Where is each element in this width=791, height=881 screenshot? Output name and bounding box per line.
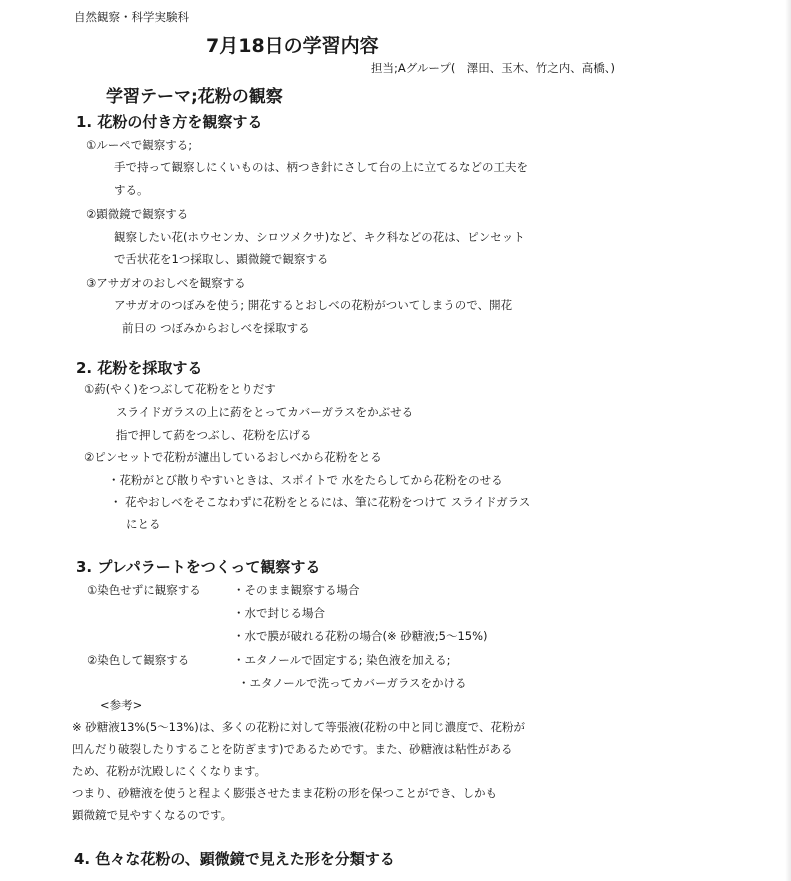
section-2-item-1-text-cont: 指で押して葯をつぶし、花粉を広げる: [116, 428, 312, 442]
theme-heading: 学習テーマ;花粉の観察: [106, 87, 283, 107]
note-line-5: 顕微鏡で見やすくなるのです。: [72, 808, 233, 822]
section-2-item-2-bullet-1: ・花粉がとび散りやすいときは、スポイトで 水をたらしてから花粉をのせる: [108, 473, 503, 487]
section-4-heading: 4. 色々な花粉の、顕微鏡で見えた形を分類する: [74, 850, 395, 868]
page-title: 7月18日の学習内容: [206, 35, 379, 57]
section-2-heading: 2. 花粉を採取する: [76, 359, 203, 377]
section-1-item-1-label: ①ルーペで観察する;: [86, 138, 193, 152]
section-2-item-2-label: ②ピンセットで花粉が濾出しているおしべから花粉をとる: [84, 450, 382, 464]
note-line-2: 凹んだり破裂したりすることを防ぎます)であるためです。また、砂糖液は粘性がある: [72, 742, 513, 756]
section-1-item-2-text: 観察したい花(ホウセンカ、シロツメクサ)など、キク科などの花は、ピンセット: [114, 230, 525, 244]
scan-edge-shadow: [785, 0, 791, 881]
section-3-heading: 3. プレパラートをつくって観察する: [76, 558, 321, 576]
subject-label: 自然観察・科学実験科: [74, 10, 189, 24]
note-line-3: ため、花粉が沈殿しにくくなります。: [72, 764, 267, 778]
section-2-item-2-bullet-2: ・ 花やおしべをそこなわずに花粉をとるには、筆に花粉をつけて スライドガラス: [110, 495, 531, 509]
section-3-item-1-bullet-3: ・水で膜が破れる花粉の場合(※ 砂糖液;5～15%): [233, 629, 488, 643]
section-1-item-3-text-cont: 前日の つぼみからおしべを採取する: [122, 321, 310, 335]
section-1-item-3-text: アサガオのつぼみを使う; 開花するとおしべの花粉がついてしまうので、開花: [114, 298, 513, 312]
reference-label: <参考>: [100, 698, 143, 712]
section-1-item-1-text-cont: する。: [114, 183, 149, 197]
section-3-item-1-bullet-1: ・そのまま観察する場合: [233, 583, 360, 597]
section-2-item-1-text: スライドガラスの上に葯をとってカバーガラスをかぶせる: [116, 405, 414, 419]
section-1-item-2-label: ②顕微鏡で観察する: [86, 207, 189, 221]
section-2-item-2-bullet-2-cont: にとる: [126, 517, 161, 531]
section-3-item-1-label: ①染色せずに観察する: [87, 583, 201, 597]
section-2-item-1-label: ①葯(やく)をつぶして花粉をとりだす: [84, 382, 276, 396]
note-line-4: つまり、砂糖液を使うと程よく膨張させたまま花粉の形を保つことができ、しかも: [72, 786, 498, 800]
section-1-item-1-text: 手で持って観察しにくいものは、柄つき針にさして台の上に立てるなどの工夫を: [114, 160, 528, 174]
section-3-item-2-bullet-1: ・エタノールで固定する; 染色液を加える;: [233, 653, 451, 667]
section-1-item-2-text-cont: で舌状花を1つ採取し、顕微鏡で観察する: [114, 252, 329, 266]
note-line-1: ※ 砂糖液13%(5～13%)は、多くの花粉に対して等張液(花粉の中と同じ濃度で、花粉が: [72, 720, 525, 734]
section-3-item-2-bullet-2: ・エタノールで洗ってカバーガラスをかける: [238, 676, 467, 690]
group-label: 担当;Aグループ( 澤田、玉木、竹之内、高橋、): [371, 61, 616, 75]
section-3-item-2-label: ②染色して観察する: [87, 653, 190, 667]
section-1-item-3-label: ③アサガオのおしべを観察する: [86, 276, 246, 290]
section-1-heading: 1. 花粉の付き方を観察する: [76, 113, 263, 131]
section-3-item-1-bullet-2: ・水で封じる場合: [233, 606, 325, 620]
